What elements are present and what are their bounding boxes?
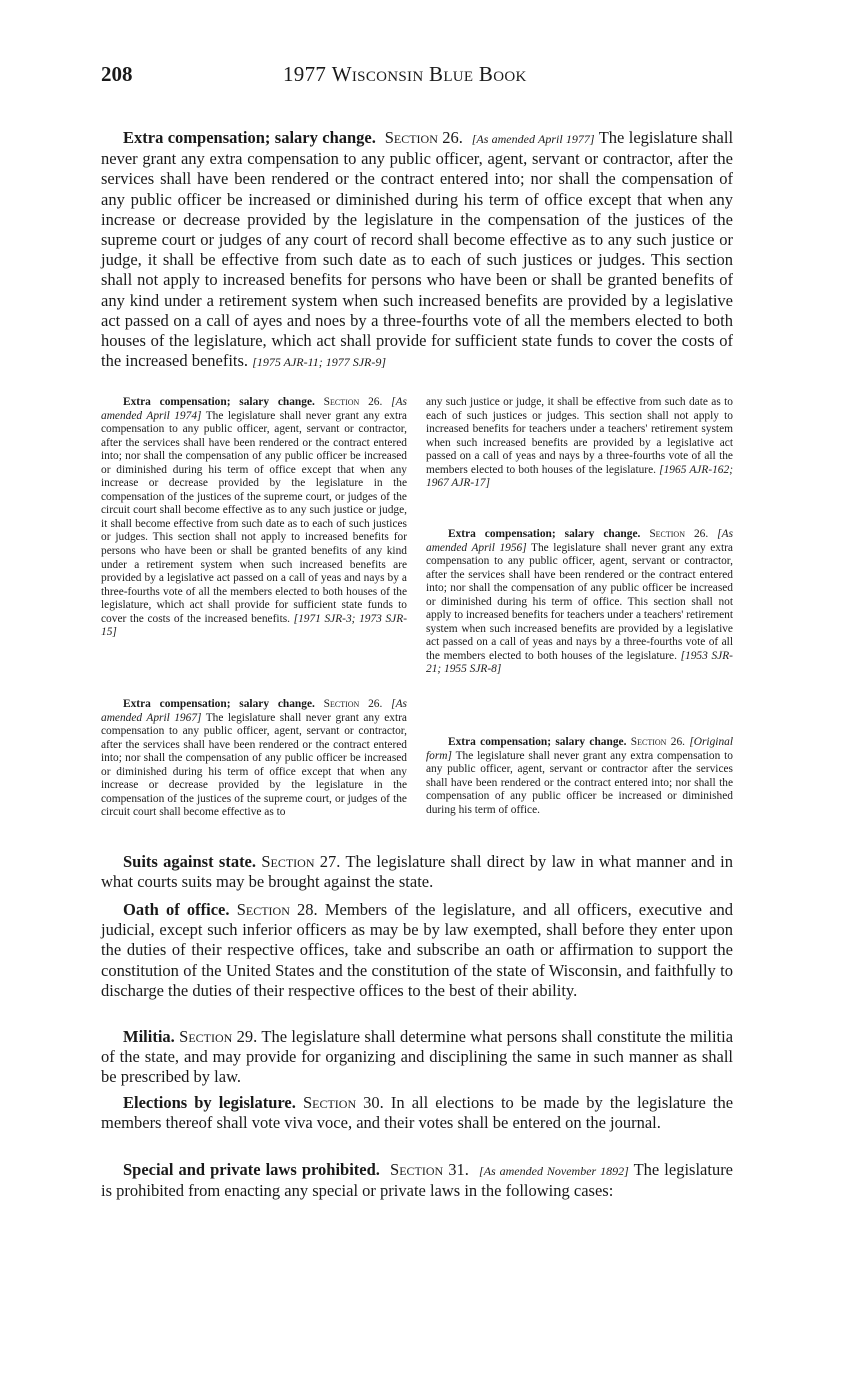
section-29	[101, 1027, 733, 1088]
section-label: Section 28.	[236, 900, 318, 919]
page-header	[101, 62, 759, 92]
section-heading: Oath of office.	[123, 900, 230, 919]
section-label: Section 27.	[261, 852, 341, 871]
section-heading: Extra compensation; salary change.	[448, 528, 641, 540]
citation: [1953 SJR-21; 1955 SJR-8]	[426, 649, 733, 676]
page-number: 208	[101, 62, 133, 86]
section-heading: Extra compensation; salary change.	[123, 396, 315, 408]
amendment-note: [As amended November 1892]	[479, 1164, 629, 1178]
section-heading: Extra compensation; salary change.	[123, 698, 315, 710]
prior-form-1956	[426, 528, 733, 677]
section-body: Members of the legislature, and all officers, executive and judicial, except such inferior officers as may be by law exempted, shall before they enter upon the duties of their respective offices, take and subscribe an oath or affirmation to support the constitution of the United States and the constitution of the state of Wisconsin, and faithfully to discharge the duties of their respective offices to the best of their ability.	[101, 900, 734, 1000]
section-body: The legislature shall never grant any extra compensation to any public officer, agent, servant or contractor after the services shall have been rendered or the contract entered into; nor shall the compensation of any public officer be increased or diminished during his term of office.	[426, 749, 733, 816]
section-heading: Militia.	[123, 1027, 175, 1046]
section-label: Section 31.	[390, 1160, 469, 1179]
section-label: Section 30.	[302, 1093, 384, 1112]
section-label: Section 26.	[384, 128, 463, 147]
amendment-note: [As amended April 1977]	[471, 132, 595, 146]
section-31	[101, 1160, 733, 1201]
prior-form-1974	[101, 396, 407, 640]
section-28	[101, 900, 733, 1001]
section-body: The legislature shall direct by law in what manner and in what courts suits may be brought against the state.	[101, 852, 734, 892]
section-label: Section 26.	[323, 396, 383, 408]
section-body: The legislature shall never grant any extra compensation to any public officer, agent, servant or contractor, after the services shall have been rendered or the contract entered into; nor shall the compensation of any public officer be increased or diminished during his term of office except that when any increase or decrease provided by the legislature in the compensation of the justices of the supreme court, or judges of the circuit court shall become effective as to	[101, 711, 407, 819]
amendment-note: [As amended April 1967]	[101, 698, 407, 724]
section-body: The legislature shall never grant any extra compensation to any public officer, agent, servant or contractor, after the services shall have been rendered or the contract entered into; nor shall the compensation of any public officer be increased or diminished during his term of office except that when any increase or decrease provided by the legislature in the compensation of the justices of the supreme court or judges of any court of record shall become effective as to any such justice or judge, it shall be effective from such date as to each of such justices or judges. This section shall not apply to increased benefits for persons who have been or shall be granted benefits of any kind under a retirement system when such increased benefits are provided by a legislative act passed on a call of ayes and noes by a three-fourths vote of all the members elected to both houses of the legislature, which act shall provide for sufficient state funds to cover the costs of the increased benefits.	[101, 128, 734, 371]
section-label: Section 26.	[649, 528, 709, 540]
title-year: 1977	[283, 62, 327, 86]
citation: [1971 SJR-3; 1973 SJR-15]	[101, 612, 407, 639]
section-body: In all elections to be made by the legislature the members thereof shall vote viva voce, and their votes shall be entered on the journal.	[101, 1093, 734, 1133]
section-heading: Elections by legislature.	[123, 1093, 296, 1112]
prior-form-original	[426, 736, 733, 817]
section-body: The legislature shall never grant any extra compensation to any public officer, agent, servant or contractor, after the services shall have been rendered or the contract entered into; nor shall the compensation of any public officer be increased or diminished during his term of office. This section shall not apply to increased benefits for teachers under a teachers' retirement system when such increased benefits are provided by a legislative act passed on a call of yeas and nays by a three-fourths vote of all the members elected to both houses of the legislature.	[426, 541, 733, 662]
section-heading: Special and private laws prohibited.	[123, 1160, 380, 1179]
section-body: any such justice or judge, it shall be effective from such date as to each of such justices or judges. This section shall not apply to increased benefits for teachers under a teachers' retirement system when such increased benefits are provided by a legislative act passed on a call of yeas and nays by a three-fourths vote of all the members elected to both houses of the legislature.	[426, 396, 733, 476]
section-body: The legislature shall never grant any extra compensation to any public officer, agent, servant or contractor, after the services shall have been rendered or the contract entered into; nor shall the compensation of any public officer be increased or diminished during his term of office except that when any increase or decrease provided by the legislature in the compensation of the justices of the supreme court, or judges of the circuit court shall become effective as to any such justice or judge, it shall become effective from such date as to each of such justices or judges. This section shall not apply to increased benefits for persons who have been or shall be granted benefits of any kind under a retirement system when such increased benefits are provided by a legislative act passed on a call of yeas and nays by a three-fourths vote of all the members elected to both houses of the legislature, which act shall provide for sufficient state funds to cover the costs of the increased benefits.	[101, 409, 407, 625]
section-30	[101, 1093, 733, 1133]
section-body: The legislature is prohibited from enacting any special or private laws in the following cases:	[101, 1160, 734, 1201]
title-rest: Wisconsin Blue Book	[331, 62, 527, 86]
section-heading: Suits against state.	[123, 852, 257, 871]
amendment-note: [Original form]	[426, 736, 733, 762]
section-body: The legislature shall determine what persons shall constitute the militia of the state, and may provide for organizing and disciplining the same in such manner as shall be prescribed by law.	[101, 1027, 734, 1087]
section-heading: Extra compensation; salary change.	[448, 736, 627, 748]
citation: [1965 AJR-162; 1967 AJR-17]	[426, 463, 733, 490]
section-label: Section 26.	[630, 736, 685, 748]
citation: [1975 AJR-11; 1977 SJR-9]	[252, 355, 387, 370]
amendment-note: [As amended April 1974]	[101, 396, 407, 422]
running-title	[283, 62, 527, 87]
prior-form-1967-continued	[426, 396, 733, 491]
section-heading: Extra compensation; salary change.	[123, 128, 376, 147]
prior-form-1967	[101, 698, 407, 820]
section-26-current	[101, 128, 733, 372]
section-label: Section 29.	[179, 1027, 258, 1046]
section-label: Section 26.	[323, 698, 383, 710]
section-27	[101, 852, 733, 892]
amendment-note: [As amended April 1956]	[426, 528, 733, 554]
